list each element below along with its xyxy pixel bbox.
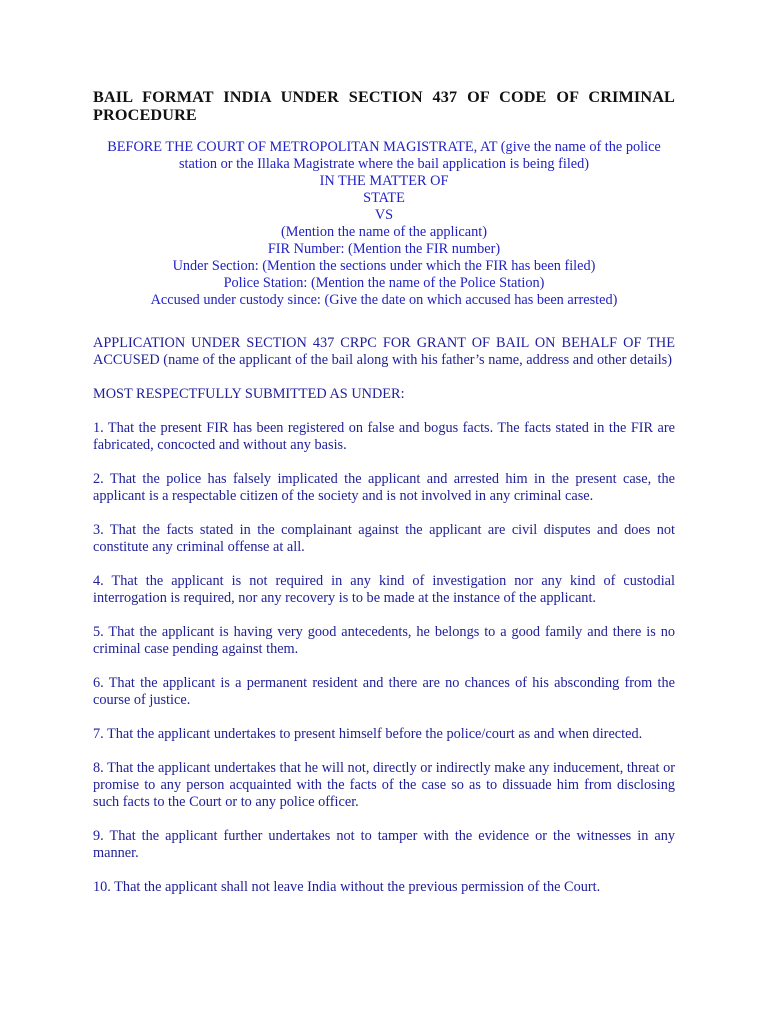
document-title: BAIL FORMAT INDIA UNDER SECTION 437 OF CODE OF CRIMINAL PROCEDURE: [93, 88, 675, 124]
point-1: 1. That the present FIR has been registered on false and bogus facts. The facts stated in the FIR are fabricated, concocted and without any basis.: [93, 420, 675, 453]
case-header-block: [93, 139, 675, 309]
applicant-name: (Mention the name of the applicant): [280, 224, 488, 240]
police-station: Police Station: (Mention the name of the Police Station): [223, 275, 545, 291]
point-6: 6. That the applicant is a permanent resident and there are no chances of his absconding from the course of justice.: [93, 675, 675, 708]
under-section: Under Section: (Mention the sections under which the FIR has been filed): [172, 258, 596, 274]
point-10: 10. That the applicant shall not leave India without the previous permission of the Court.: [93, 879, 601, 895]
in-the-matter-of: IN THE MATTER OF: [319, 173, 449, 189]
point-9: 9. That the applicant further undertakes not to tamper with the evidence or the witnesses in any manner.: [93, 828, 675, 861]
custody-since: Accused under custody since: (Give the date on which accused has been arrested): [150, 292, 618, 308]
submission-heading: MOST RESPECTFULLY SUBMITTED AS UNDER:: [93, 386, 405, 402]
point-5: 5. That the applicant is having very good antecedents, he belongs to a good family and there is no criminal case pending against them.: [93, 624, 675, 657]
document-page: [93, 88, 675, 913]
point-3: 3. That the facts stated in the complainant against the applicant are civil disputes and does not constitute any criminal offense at all.: [93, 522, 675, 555]
point-4: 4. That the applicant is not required in any kind of investigation nor any kind of custodial interrogation is required, nor any recovery is to be made at the instance of the applicant.: [93, 573, 675, 606]
versus: VS: [374, 207, 394, 223]
fir-number: FIR Number: (Mention the FIR number): [267, 241, 501, 257]
point-2: 2. That the police has falsely implicated the applicant and arrested him in the present case, the applicant is a respectable citizen of the society and is not involved in any criminal case.: [93, 471, 675, 504]
application-heading: APPLICATION UNDER SECTION 437 CRPC FOR GRANT OF BAIL ON BEHALF OF THE ACCUSED (name of the applicant of the bail along with his father’s name, address and other details): [93, 335, 675, 368]
party-state: STATE: [363, 190, 405, 206]
point-8: 8. That the applicant undertakes that he will not, directly or indirectly make any inducement, threat or promise to any person acquainted with the facts of the case so as to dissuade him from disclosing such facts to the Court or to any police officer.: [93, 760, 675, 810]
court-line: BEFORE THE COURT OF METROPOLITAN MAGISTRATE, AT (give the name of the police station or the Illaka Magistrate where the bail application is being filed): [107, 139, 661, 172]
point-7: 7. That the applicant undertakes to present himself before the police/court as and when directed.: [93, 726, 643, 742]
